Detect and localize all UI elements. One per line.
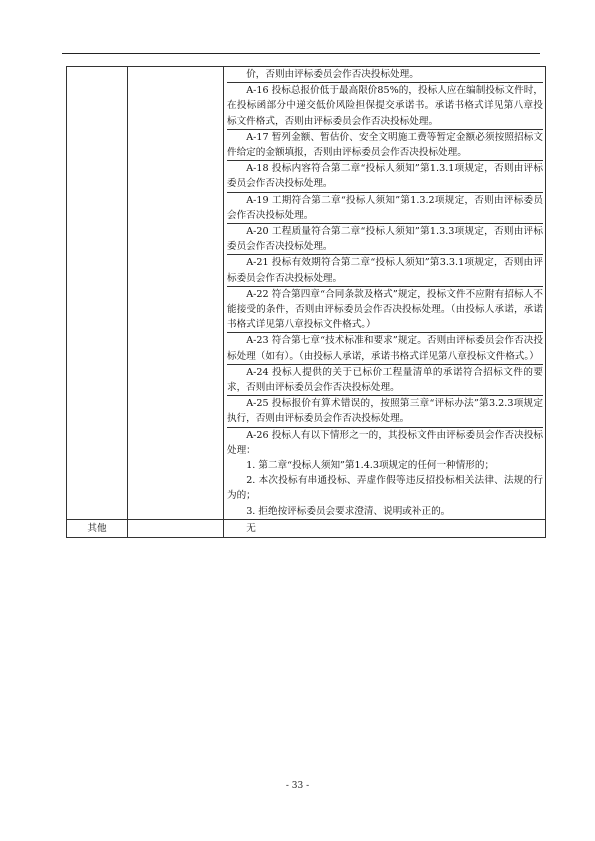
table-row: [67, 67, 546, 520]
criteria-item: A-18 投标内容符合第二章“投标人须知”第1.3.1项规定，否则由评标委员会作否决投标处理。: [227, 161, 543, 192]
criteria-item: A-21 投标有效期符合第二章“投标人须知”第3.3.1项规定，否则由评标委员会作否决投标处理。: [227, 255, 543, 286]
criteria-item: A-20 工程质量符合第二章“投标人须知”第1.3.3项规定，否则由评标委员会作否决投标处理。: [227, 224, 543, 255]
criteria-item-26: [227, 428, 543, 519]
criteria-item: A-25 投标报价有算术错误的，按照第三章“评标办法”第3.2.3项规定执行，否则由评标委员会作否决投标处理。: [227, 396, 543, 427]
criteria-subitem: 3. 拒绝按评标委员会要求澄清、说明或补正的。: [246, 505, 451, 517]
table-row-other: [67, 519, 546, 537]
criteria-subitem: 2. 本次投标有串通投标、弄虚作假等违反招投标相关法律、法规的行为的；: [227, 475, 543, 502]
criteria-item: A-24 投标人提供的关于已标价工程量清单的承诺符合招标文件的要求，否则由评标委员会作否决投标处理。: [227, 365, 543, 396]
criteria-item: A-22 符合第四章“合同条款及格式”规定，投标文件不应附有招标人不能接受的条件，否则由评标委员会作否决投标处理。（由投标人承诺，承诺书格式详见第八章投标文件格式。）: [227, 287, 543, 334]
criteria-category-cell: [67, 67, 128, 520]
criteria-subitem: 1. 第二章“投标人须知”第1.4.3项规定的任何一种情形的；: [246, 460, 495, 472]
criteria-item: 价，否则由评标委员会作否决投标处理。: [227, 67, 543, 83]
header-rule: [62, 53, 540, 54]
criteria-item: A-16 投标总报价低于最高限价85%的，投标人应在编制投标文件时，在投标函部分中递交低价风险担保提交承诺书。承诺书格式详见第八章投标文件格式，否则由评标委员会作否决投标处理。: [227, 83, 543, 130]
criteria-item: A-17 暂列金额、暂估价、安全文明施工费等暂定金额必须按照招标文件给定的金额填报，否则由评标委员会作否决投标处理。: [227, 130, 543, 161]
criteria-item-26-intro: A-26 投标人有以下情形之一的，其投标文件由评标委员会作否决投标处理：: [227, 429, 543, 456]
criteria-table: [66, 66, 546, 538]
page-number: - 33 -: [285, 781, 310, 791]
criteria-standard-cell: [224, 67, 546, 520]
other-factor-cell: [128, 519, 224, 537]
other-value: 无: [224, 519, 546, 537]
criteria-factor-cell: [128, 67, 224, 520]
criteria-item: A-19 工期符合第二章“投标人须知”第1.3.2项规定，否则由评标委员会作否决投标处理。: [227, 193, 543, 224]
criteria-item: A-23 符合第七章“技术标准和要求”规定。否则由评标委员会作否决投标处理（如有）。（由投标人承诺，承诺书格式详见第八章投标文件格式。）: [227, 333, 543, 364]
other-label: 其他: [67, 519, 128, 537]
